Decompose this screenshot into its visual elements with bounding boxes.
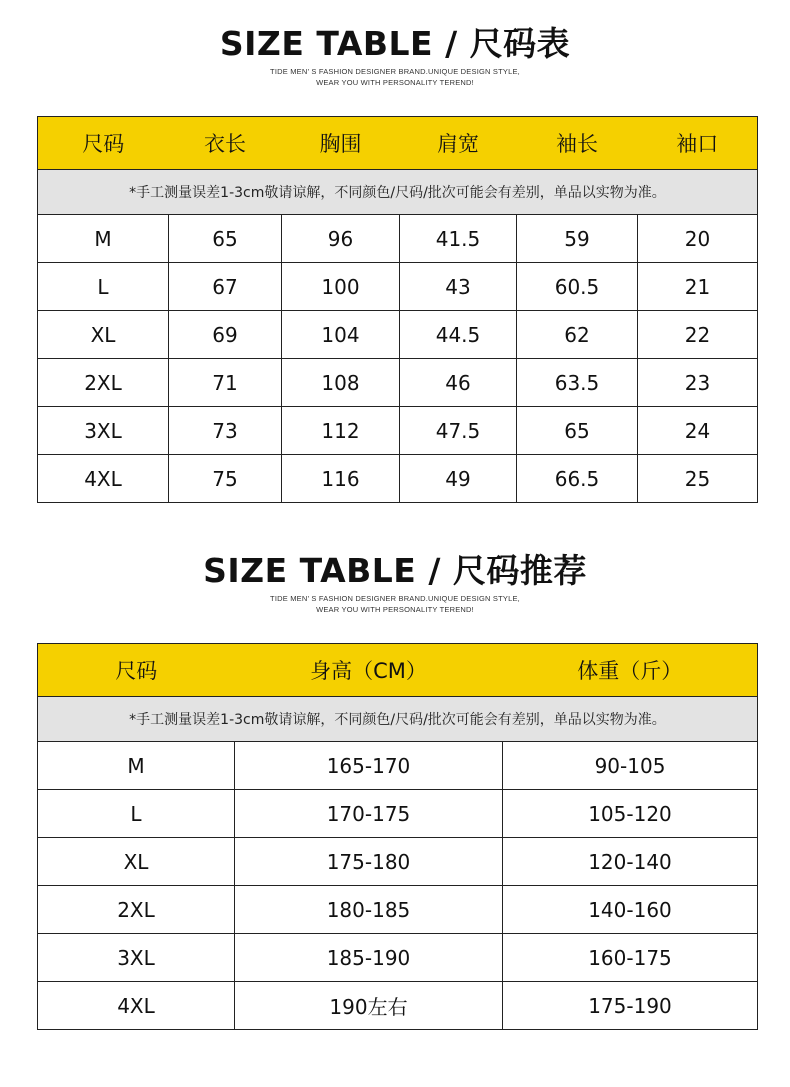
cell-size: XL bbox=[38, 838, 235, 886]
cell-weight: 120-140 bbox=[503, 838, 758, 886]
cell-cuff: 21 bbox=[638, 263, 758, 311]
cell-shoulder: 44.5 bbox=[400, 311, 517, 359]
size-table-header-row bbox=[38, 117, 758, 170]
cell-chest: 112 bbox=[282, 407, 400, 455]
table-row bbox=[38, 742, 758, 790]
header-sleeve-length: 袖长 bbox=[517, 117, 638, 170]
cell-chest: 116 bbox=[282, 455, 400, 503]
cell-height: 180-185 bbox=[235, 886, 503, 934]
cell-sleeve-length: 66.5 bbox=[517, 455, 638, 503]
cell-size: 2XL bbox=[38, 359, 169, 407]
size-recommendation-table bbox=[37, 643, 758, 1030]
cell-size: 3XL bbox=[38, 407, 169, 455]
cell-length: 67 bbox=[169, 263, 282, 311]
recommendation-header-row bbox=[38, 644, 758, 697]
cell-cuff: 23 bbox=[638, 359, 758, 407]
cell-size: L bbox=[38, 263, 169, 311]
table-row bbox=[38, 982, 758, 1030]
cell-length: 65 bbox=[169, 215, 282, 263]
table-row bbox=[38, 886, 758, 934]
cell-size: M bbox=[38, 215, 169, 263]
size-table bbox=[37, 116, 758, 503]
table-row bbox=[38, 359, 758, 407]
cell-chest: 100 bbox=[282, 263, 400, 311]
cell-shoulder: 49 bbox=[400, 455, 517, 503]
cell-weight: 160-175 bbox=[503, 934, 758, 982]
header-cuff: 袖口 bbox=[638, 117, 758, 170]
cell-shoulder: 47.5 bbox=[400, 407, 517, 455]
header-weight: 体重（斤） bbox=[503, 644, 758, 697]
cell-length: 73 bbox=[169, 407, 282, 455]
cell-weight: 175-190 bbox=[503, 982, 758, 1030]
header-size: 尺码 bbox=[38, 644, 235, 697]
cell-weight: 90-105 bbox=[503, 742, 758, 790]
size-table-subtitle-line1: TIDE MEN’ S FASHION DESIGNER BRAND.UNIQUE DESIGN STYLE, bbox=[270, 67, 520, 76]
table-row bbox=[38, 934, 758, 982]
cell-shoulder: 46 bbox=[400, 359, 517, 407]
cell-sleeve-length: 65 bbox=[517, 407, 638, 455]
cell-weight: 140-160 bbox=[503, 886, 758, 934]
cell-sleeve-length: 63.5 bbox=[517, 359, 638, 407]
cell-weight: 105-120 bbox=[503, 790, 758, 838]
table-row bbox=[38, 790, 758, 838]
table-row bbox=[38, 838, 758, 886]
cell-size: 4XL bbox=[38, 982, 235, 1030]
cell-cuff: 20 bbox=[638, 215, 758, 263]
measurement-note: *手工测量误差1-3cm敬请谅解，不同颜色/尺码/批次可能会有差别，单品以实物为准。 bbox=[38, 170, 758, 215]
measurement-note: *手工测量误差1-3cm敬请谅解，不同颜色/尺码/批次可能会有差别，单品以实物为准。 bbox=[38, 697, 758, 742]
table-row bbox=[38, 407, 758, 455]
cell-length: 69 bbox=[169, 311, 282, 359]
cell-length: 75 bbox=[169, 455, 282, 503]
header-chest: 胸围 bbox=[282, 117, 400, 170]
header-length: 衣长 bbox=[169, 117, 282, 170]
table-row bbox=[38, 215, 758, 263]
cell-height: 170-175 bbox=[235, 790, 503, 838]
cell-chest: 104 bbox=[282, 311, 400, 359]
cell-cuff: 24 bbox=[638, 407, 758, 455]
cell-shoulder: 43 bbox=[400, 263, 517, 311]
cell-cuff: 22 bbox=[638, 311, 758, 359]
size-table-subtitle-line2: WEAR YOU WITH PERSONALITY TEREND! bbox=[316, 78, 474, 87]
cell-height: 185-190 bbox=[235, 934, 503, 982]
cell-height: 175-180 bbox=[235, 838, 503, 886]
size-table-section bbox=[0, 24, 790, 88]
cell-shoulder: 41.5 bbox=[400, 215, 517, 263]
cell-chest: 96 bbox=[282, 215, 400, 263]
table-row bbox=[38, 311, 758, 359]
measurement-note-row bbox=[38, 170, 758, 215]
measurement-note-row bbox=[38, 697, 758, 742]
cell-size: 3XL bbox=[38, 934, 235, 982]
cell-chest: 108 bbox=[282, 359, 400, 407]
cell-cuff: 25 bbox=[638, 455, 758, 503]
header-height: 身高（CM） bbox=[235, 644, 503, 697]
size-recommendation-title: SIZE TABLE / 尺码推荐 bbox=[203, 551, 587, 590]
cell-size: 2XL bbox=[38, 886, 235, 934]
cell-sleeve-length: 60.5 bbox=[517, 263, 638, 311]
cell-length: 71 bbox=[169, 359, 282, 407]
cell-size: 4XL bbox=[38, 455, 169, 503]
header-shoulder: 肩宽 bbox=[400, 117, 517, 170]
cell-size: M bbox=[38, 742, 235, 790]
size-recommendation-subtitle-line2: WEAR YOU WITH PERSONALITY TEREND! bbox=[316, 605, 474, 614]
cell-size: L bbox=[38, 790, 235, 838]
cell-height: 165-170 bbox=[235, 742, 503, 790]
cell-sleeve-length: 59 bbox=[517, 215, 638, 263]
size-table-title: SIZE TABLE / 尺码表 bbox=[219, 24, 571, 63]
table-row bbox=[38, 455, 758, 503]
cell-sleeve-length: 62 bbox=[517, 311, 638, 359]
header-size: 尺码 bbox=[38, 117, 169, 170]
table-row bbox=[38, 263, 758, 311]
size-recommendation-subtitle-line1: TIDE MEN’ S FASHION DESIGNER BRAND.UNIQUE DESIGN STYLE, bbox=[270, 594, 520, 603]
size-recommendation-section bbox=[0, 551, 790, 615]
cell-height: 190左右 bbox=[235, 982, 503, 1030]
cell-size: XL bbox=[38, 311, 169, 359]
